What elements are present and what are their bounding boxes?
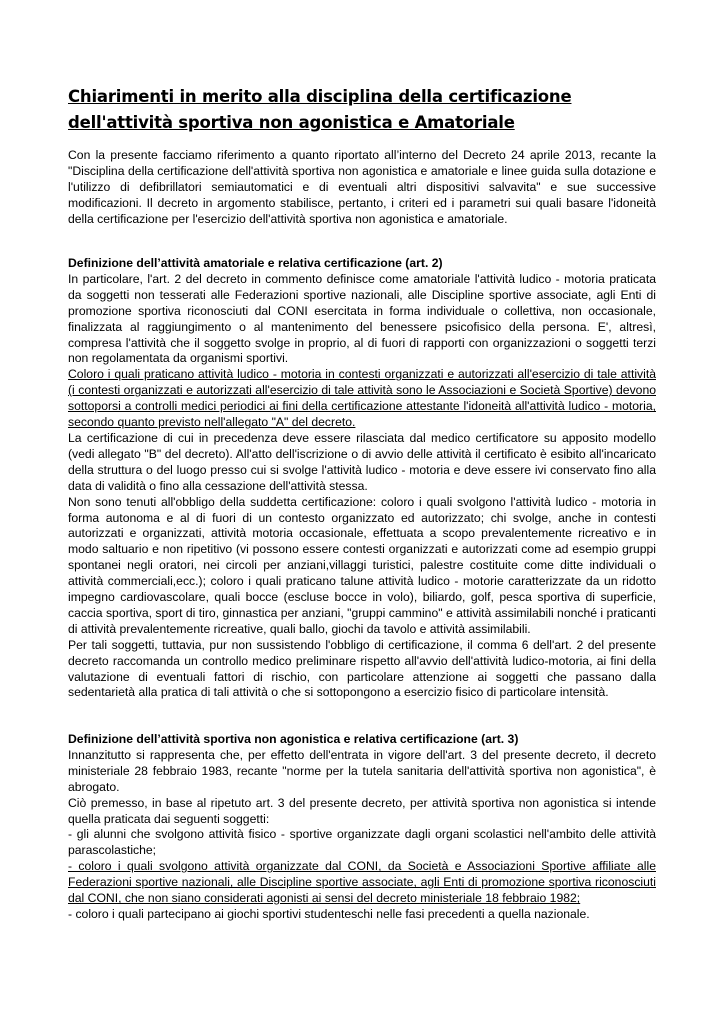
section-amatoriale <box>68 256 656 701</box>
list-item: - gli alunni che svolgono attività fisico - sportive organizzate dagli organi scolastici nell'ambito delle attività parascolastiche; <box>68 827 656 858</box>
intro-paragraph: Con la presente facciamo riferimento a quanto riportato all’interno del Decreto 24 aprile 2013, recante la "Disciplina della certificazione dell'attività sportiva non agonistica e amatoriale e linee guida sulla dotazione e l'utilizzo di defibrillatori semiautomatici e di eventuali altri dispositivi salvavita" e sue successive modificazioni. Il decreto in argomento stabilisce, pertanto, i criteri ed i parametri sui quali basare l'idoneità della certificazione per l'esercizio dell'attività sportiva non agonistica e amatoriale. <box>68 148 656 226</box>
section-heading-non-agonistica: Definizione dell’attività sportiva non agonistica e relativa certificazione (art. 3) <box>68 732 519 746</box>
list-item: - coloro i quali partecipano ai giochi sportivi studenteschi nelle fasi precedenti a quella nazionale. <box>68 906 590 921</box>
paragraph: Non sono tenuti all'obbligo della suddetta certificazione: coloro i quali svolgono l'attività ludico - motoria in forma autonoma e al di fuori di un contesto organizzato ed autorizzato; chi svolge, anche in contesti autorizzati e organizzati, attività motoria occasionale, effettuata a scopo prevalentemente ricreativo e in modo saltuario e non ripetitivo (vi possono essere contesti organizzati e autorizzati come ad esempio gruppi spontanei negli oratori, nei circoli per anziani,villaggi turistici, palestre costituite come ditte individuali o attività commerciali,ecc.); coloro i quali praticano talune attività ludico - motorie caratterizzate da un ridotto impegno cardiovascolare, quali bocce (escluse bocce in volo), biliardo, golf, pesca sportiva di superficie, caccia sportiva, sport di tiro, ginnastica per anziani, "gruppi cammino" e attività assimilabili nonché i praticanti di attività prevalentemente ricreative, quali ballo, giochi da tavolo e attività assimilabili. <box>68 494 656 636</box>
section-non-agonistica <box>68 732 656 923</box>
paragraph: Ciò premesso, in base al ripetuto art. 3 del presente decreto, per attività sportiva non agonistica si intende quella praticata dai seguenti soggetti: <box>68 795 656 826</box>
underlined-list-item: - coloro i quali svolgono attività organizzate dal CONI, da Società e Associazioni Sportive affiliate alle Federazioni sportive nazionali, alle Discipline sportive associate, agli Enti di promozione sportiva riconosciuti dal CONI, che non siano considerati agonisti ai sensi del decreto ministeriale 18 febbraio 1982; <box>68 859 656 906</box>
paragraph: Innanzitutto si rappresenta che, per effetto dell'entrata in vigore dell'art. 3 del presente decreto, il decreto ministeriale 28 febbraio 1983, recante "norme per la tutela sanitaria dell'attività sportiva non agonistica", è abrogato. <box>68 747 656 794</box>
section-heading-amatoriale: Definizione dell’attività amatoriale e relativa certificazione (art. 2) <box>68 256 443 270</box>
document-title: Chiarimenti in merito alla disciplina della certificazione dell'attività sportiva non agonistica e Amatoriale <box>68 87 572 132</box>
paragraph: La certificazione di cui in precedenza deve essere rilasciata dal medico certificatore su apposito modello (vedi allegato "B" del decreto). All'atto dell'iscrizione o di avvio delle attività il certificato è esibito all'incaricato della struttura o del luogo presso cui si svolge l'attività ludico - motoria e deve essere ivi conservato fino alla data di validità o fino alla cessazione dell'attività stessa. <box>68 430 656 493</box>
paragraph: Per tali soggetti, tuttavia, pur non sussistendo l'obbligo di certificazione, il comma 6 dell'art. 2 del presente decreto raccomanda un controllo medico preliminare rispetto all'avvio dell'attività ludico-motoria, ai fini della valutazione di eventuali fattori di rischio, con particolare attenzione ai soggetti che passano dalla sedentarietà alla pratica di tali attività o che si sottopongono a esercizio fisico di particolare intensità. <box>68 637 656 700</box>
intro-paragraph-block <box>68 148 656 228</box>
paragraph: In particolare, l'art. 2 del decreto in commento definisce come amatoriale l'attività ludico - motoria praticata da soggetti non tesserati alle Federazioni sportive nazionali, alle Discipline sportive associate, agli Enti di promozione sportiva riconosciuti dal CONI esercitata in forma individuale o collettiva, non occasionale, finalizzata al raggiungimento o al mantenimento del benessere psicofisico della persona. E', altresì, compresa l'attività che il soggetto svolge in proprio, al di fuori di rapporti con organizzazioni o soggetti terzi non regolamentata da organismi sportivi. <box>68 271 656 366</box>
underlined-paragraph: Coloro i quali praticano attività ludico - motoria in contesti organizzati e autorizzati all'esercizio di tale attività (i contesti organizzati e autorizzati all'esercizio di tale attività sono le Associazioni e Società Sportive) devono sottoporsi a controlli medici periodici ai fini della certificazione attestante l'idoneità all'attività ludico - motoria, secondo quanto previsto nell'allegato "A" del decreto. <box>68 367 656 430</box>
